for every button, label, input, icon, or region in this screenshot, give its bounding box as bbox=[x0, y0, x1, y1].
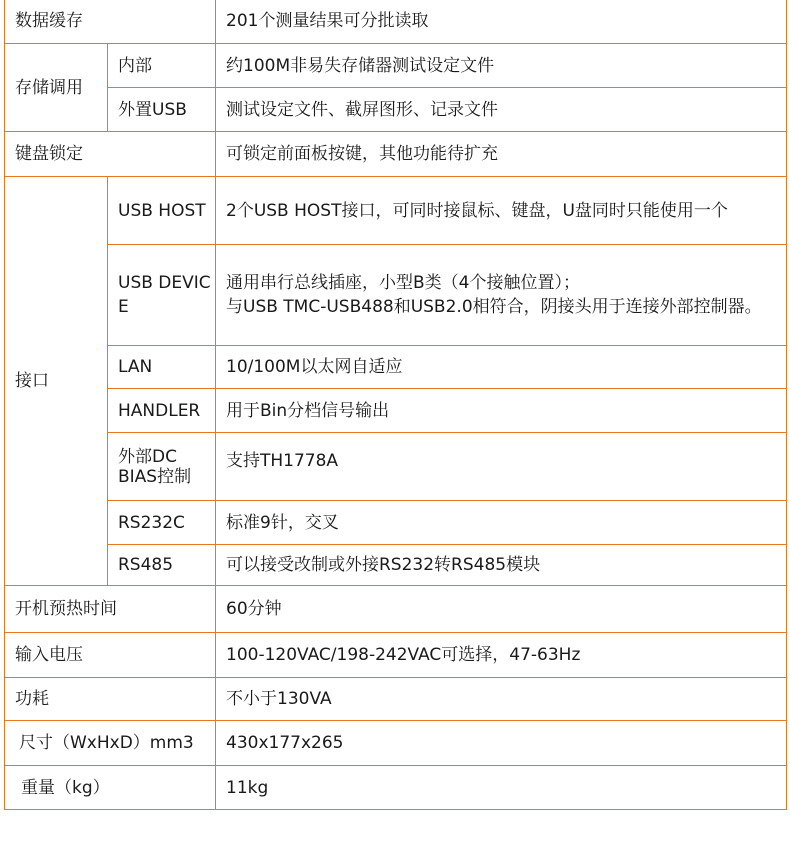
row-dc-bias bbox=[5, 433, 787, 501]
dc-bias-label bbox=[108, 433, 216, 501]
row-usb-device bbox=[5, 245, 787, 346]
warmup-value: 60分钟 bbox=[216, 586, 787, 633]
dimensions-value: 430x177x265 bbox=[216, 721, 787, 766]
row-handler bbox=[5, 389, 787, 433]
storage-internal-label: 内部 bbox=[108, 44, 216, 88]
data-cache-label: 数据缓存 bbox=[5, 0, 216, 44]
lan-value: 10/100M以太网自适应 bbox=[216, 346, 787, 389]
power-label: 功耗 bbox=[5, 678, 216, 721]
dc-bias-label-line2: BIAS控制 bbox=[118, 466, 192, 487]
row-keyboard-lock bbox=[5, 132, 787, 177]
storage-label: 存储调用 bbox=[5, 44, 108, 132]
row-warmup bbox=[5, 586, 787, 633]
row-lan bbox=[5, 346, 787, 389]
data-cache-value: 201个测量结果可分批读取 bbox=[216, 0, 787, 44]
rs232c-label: RS232C bbox=[108, 501, 216, 545]
keyboard-lock-value: 可锁定前面板按键，其他功能待扩充 bbox=[216, 132, 787, 177]
input-voltage-label: 输入电压 bbox=[5, 633, 216, 678]
row-storage-usb bbox=[5, 88, 787, 132]
row-storage-internal bbox=[5, 44, 787, 88]
usb-device-value-line2: 与USB TMC-USB488和USB2.0相符合，阴接头用于连接外部控制器。 bbox=[226, 297, 762, 317]
weight-value: 11kg bbox=[216, 766, 787, 810]
dc-bias-label-line1: 外部DC bbox=[118, 446, 177, 467]
row-power bbox=[5, 678, 787, 721]
row-rs232c bbox=[5, 501, 787, 545]
row-rs485 bbox=[5, 545, 787, 586]
usb-device-value bbox=[216, 245, 787, 346]
row-input-voltage bbox=[5, 633, 787, 678]
spec-table bbox=[4, 0, 787, 810]
rs232c-value: 标准9针，交叉 bbox=[216, 501, 787, 545]
power-value: 不小于130VA bbox=[216, 678, 787, 721]
input-voltage-value: 100-120VAC/198-242VAC可选择，47-63Hz bbox=[216, 633, 787, 678]
storage-internal-value: 约100M非易失存储器测试设定文件 bbox=[216, 44, 787, 88]
rs485-value: 可以接受改制或外接RS232转RS485模块 bbox=[216, 545, 787, 586]
usb-host-label: USB HOST bbox=[108, 177, 216, 245]
row-usb-host bbox=[5, 177, 787, 245]
interface-label: 接口 bbox=[5, 177, 108, 586]
row-data-cache bbox=[5, 0, 787, 44]
row-dimensions bbox=[5, 721, 787, 766]
handler-label: HANDLER bbox=[108, 389, 216, 433]
warmup-label: 开机预热时间 bbox=[5, 586, 216, 633]
dimensions-label: 尺寸（WxHxD）mm3 bbox=[5, 721, 216, 766]
weight-label: 重量（kg） bbox=[5, 766, 216, 810]
handler-value: 用于Bin分档信号输出 bbox=[216, 389, 787, 433]
dc-bias-value: 支持TH1778A bbox=[216, 433, 787, 501]
usb-device-value-line1: 通用串行总线插座，小型B类（4个接触位置）； bbox=[226, 273, 580, 293]
usb-device-label: USB DEVICE bbox=[108, 245, 216, 346]
storage-usb-label: 外置USB bbox=[108, 88, 216, 132]
lan-label: LAN bbox=[108, 346, 216, 389]
keyboard-lock-label: 键盘锁定 bbox=[5, 132, 216, 177]
usb-host-value: 2个USB HOST接口，可同时接鼠标、键盘，U盘同时只能使用一个 bbox=[216, 177, 787, 245]
storage-usb-value: 测试设定文件、截屏图形、记录文件 bbox=[216, 88, 787, 132]
row-weight bbox=[5, 766, 787, 810]
rs485-label: RS485 bbox=[108, 545, 216, 586]
